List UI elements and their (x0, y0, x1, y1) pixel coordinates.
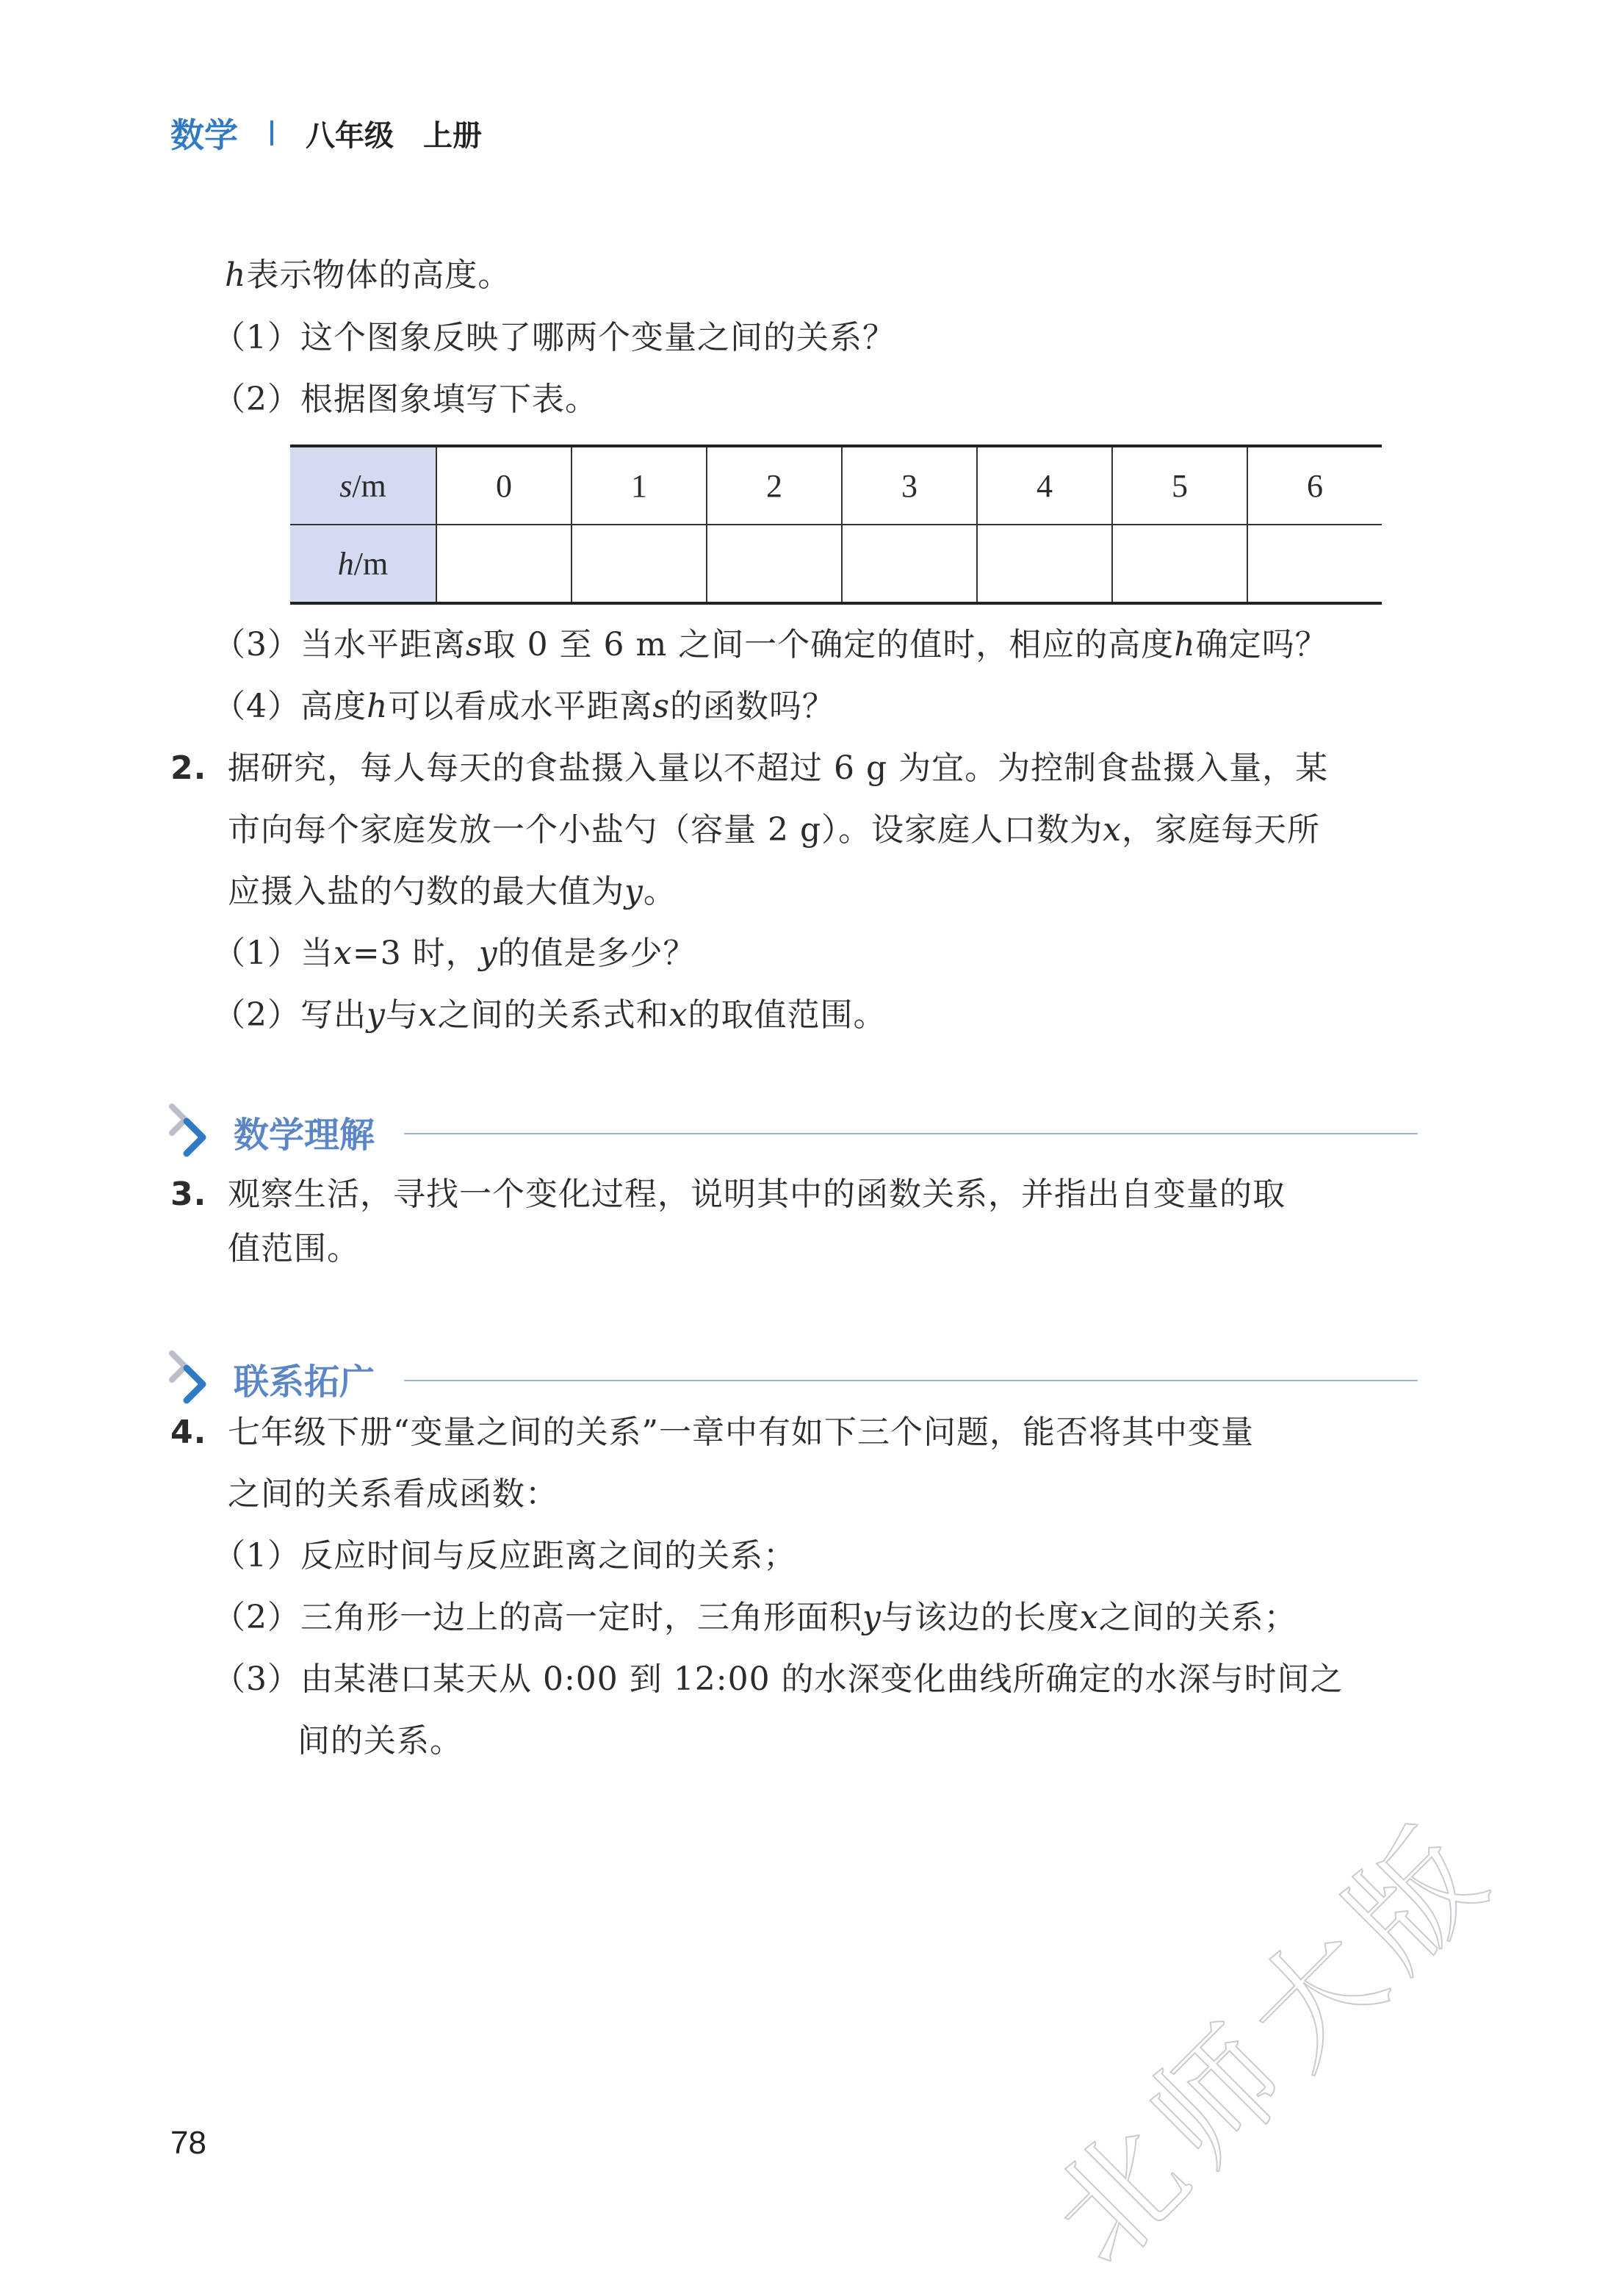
q2-sub2 (213, 993, 887, 1037)
q4-number: 4. (170, 1414, 207, 1451)
q1-intro (225, 253, 511, 298)
text: 之间的关系； (1098, 1599, 1297, 1636)
q1-sub2: （2）根据图象填写下表。 (213, 381, 598, 418)
q1-sub3 (213, 623, 1328, 667)
double-chevron-icon (169, 1349, 228, 1408)
var-x: x (418, 996, 438, 1034)
empty-cell (572, 525, 707, 603)
unit-m: /m (353, 545, 389, 582)
section-heading-extension (169, 1349, 1418, 1408)
q2-line1: 据研究，每人每天的食盐摄入量以不超过 6 g 为宜。为控制食盐摄入量，某 (228, 749, 1329, 787)
page-number: 78 (170, 2125, 206, 2161)
table-cell: 2 (707, 446, 842, 525)
empty-cell (1112, 525, 1247, 603)
text: （2）三角形一边上的高一定时，三角形面积 (213, 1599, 862, 1636)
empty-cell (436, 525, 572, 603)
text: 之间的关系式和 (437, 996, 669, 1034)
table-row-s (290, 446, 1382, 525)
empty-cell (977, 525, 1112, 603)
text: 确定吗？ (1195, 626, 1328, 663)
q2-sub1 (213, 932, 696, 976)
q4-line1: 七年级下册“变量之间的关系”一章中有如下三个问题，能否将其中变量 (228, 1414, 1254, 1451)
text: 的函数吗？ (669, 688, 835, 725)
text: 与 (385, 996, 419, 1034)
empty-cell (842, 525, 977, 603)
var-y: y (367, 996, 386, 1034)
double-chevron-icon (169, 1102, 228, 1161)
empty-cell (707, 525, 842, 603)
q3-line2: 值范围。 (228, 1230, 360, 1267)
var-h: h (367, 688, 389, 725)
q4-sub3: （3）由某港口某天从 0:00 到 12:00 的水深变化曲线所确定的水深与时间之 (213, 1660, 1344, 1698)
text: 应摄入盐的勺数的最大值为 (228, 873, 624, 910)
var-x: x (1103, 811, 1122, 849)
q4-sub3-cont: 间的关系。 (298, 1722, 463, 1760)
q3-line1: 观察生活，寻找一个变化过程，说明其中的函数关系，并指出自变量的取 (228, 1176, 1286, 1213)
row-header-h (290, 525, 436, 603)
var-h: h (1174, 626, 1196, 663)
var-s: s (652, 688, 670, 725)
var-x: x (668, 996, 688, 1034)
q2-number: 2. (170, 749, 207, 787)
q4-sub2 (213, 1596, 1297, 1640)
text: 的取值范围。 (688, 996, 887, 1034)
unit-m: /m (352, 467, 386, 504)
text: 与该边的长度 (881, 1599, 1080, 1636)
table-cell: 5 (1112, 446, 1247, 525)
section-title: 联系拓广 (234, 1361, 375, 1403)
var-h: h (225, 256, 247, 294)
q1-sub1: （1）这个图象反映了哪两个变量之间的关系？ (213, 319, 895, 356)
section-rule (404, 1133, 1418, 1134)
section-title: 数学理解 (234, 1114, 375, 1156)
grade-label: 八年级 (306, 118, 394, 153)
text: =3 时， (352, 935, 479, 972)
text: ，家庭每天所 (1121, 811, 1320, 849)
table-cell: 3 (842, 446, 977, 525)
publisher-watermark: 北师大版 (1024, 1793, 1522, 2292)
var-s: s (466, 626, 483, 663)
var-y: y (624, 873, 644, 910)
q1-sub4 (213, 685, 835, 729)
text: （2）写出 (213, 996, 367, 1034)
q4-line2: 之间的关系看成函数： (228, 1475, 558, 1513)
text: 取 0 至 6 m 之间一个确定的值时，相应的高度 (483, 626, 1175, 663)
table-cell: 4 (977, 446, 1112, 525)
text: （1）当 (213, 935, 334, 972)
empty-cell (1247, 525, 1382, 603)
table-row-h (290, 525, 1382, 603)
q3-number: 3. (170, 1176, 207, 1213)
q2-line3 (228, 870, 677, 914)
table-cell: 1 (572, 446, 707, 525)
text: 的值是多少？ (497, 935, 696, 972)
var-x: x (334, 935, 353, 972)
value-table (290, 445, 1382, 605)
var-y: y (862, 1599, 882, 1636)
page-header (170, 109, 482, 157)
row-header-s (290, 446, 436, 525)
volume-label: 上册 (423, 118, 482, 153)
q2-line2 (228, 808, 1320, 852)
section-heading-math-understanding (169, 1102, 1418, 1161)
text: 市向每个家庭发放一个小盐勺（容量 2 g）。设家庭人口数为 (228, 811, 1103, 849)
text: （4）高度 (213, 688, 367, 725)
var-y: y (478, 935, 498, 972)
text: （3）当水平距离 (213, 626, 466, 663)
var-h: h (337, 545, 354, 582)
q1-intro-text: 表示物体的高度。 (246, 256, 511, 294)
subject-label: 数学 (170, 115, 238, 155)
var-s: s (339, 467, 353, 504)
var-x: x (1079, 1599, 1099, 1636)
section-rule (404, 1380, 1418, 1381)
text: 。 (643, 873, 677, 910)
header-divider (270, 120, 273, 145)
q4-sub1: （1）反应时间与反应距离之间的关系； (213, 1537, 796, 1575)
text: 可以看成水平距离 (388, 688, 653, 725)
table-cell: 0 (436, 446, 572, 525)
table-cell: 6 (1247, 446, 1382, 525)
